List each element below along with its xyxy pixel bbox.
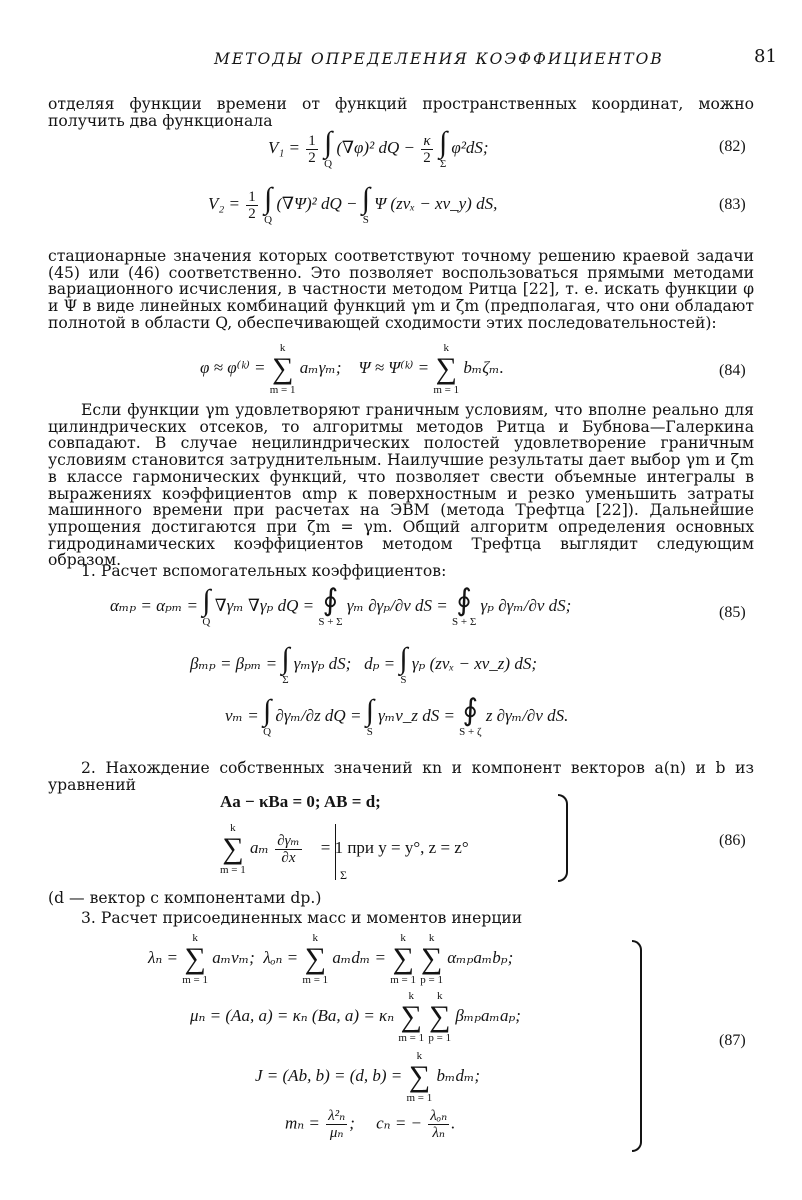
step-3: 3. Расчет присоединенных масс и моментов инерции — [81, 909, 523, 927]
right-brace — [558, 794, 568, 882]
equation-86: Aa − κBa = 0; AB = d; k ∑ m = 1 aₘ $\frac{\text{∂γₘ}}{\partial x}$ = 1 при y = y°, z = z° Σ (86) — [220, 792, 746, 882]
sum-sign: k ∑ m = 1 — [302, 932, 329, 986]
lambda-mu-fraction: $\frac{\text{λ²ₙ}}{\text{μₙ}}$ — [328, 1108, 346, 1141]
integral-sign: ∫ Σ — [438, 126, 448, 170]
d-vector-note: (d — вектор с компонентами dp.) — [48, 889, 322, 907]
equation-number: (86) — [719, 832, 746, 849]
equation-number: (83) — [719, 196, 746, 213]
eq86-line1: Aa − κBa = 0; AB = d; — [220, 792, 381, 811]
sum-sign: k ∑ m = 1 — [390, 932, 417, 986]
eq83-term2: Ψ (zνₓ − xν_y) dS, — [374, 193, 498, 213]
equation-83 — [0, 180, 802, 240]
equation-82 — [0, 124, 802, 184]
eq82-term1: (∇φ)² dQ − — [336, 137, 415, 157]
equation-number: (85) — [719, 604, 746, 621]
lambda-ratio-fraction: $\frac{\text{λₒₙ}}{\text{λₙ}}$ — [430, 1108, 448, 1141]
partial-fraction: $\frac{\text{∂γₘ}}{\partial x}$ — [277, 832, 300, 866]
sum-sign: k ∑ m = 1 — [398, 990, 425, 1044]
integral-sign: ∫ S — [361, 182, 370, 226]
sum-sign: k ∑ m = 1 — [433, 342, 460, 396]
integral-sign: ∫ Q — [264, 182, 273, 226]
evaluation-bar — [335, 824, 336, 880]
integral-sign: ∫ Q — [324, 126, 333, 170]
eq84-psi: Ψ ≈ Ψ⁽ᵏ⁾ = — [358, 357, 430, 377]
paragraph-trefftz: Если функции γm удовлетворяют граничным условиям, что вполне реально для цилиндрических отсеков, то алгоритмы методов Ритца и Бубнова—Галеркина совпадают. В случае нецилиндрических полостей удовлетворение граничным условиям становится затруднительным. Наилучшие результаты дает выбор γm и ζm в классе гармонических функций, что позволяет свести объемные интегралы в выражениях коэффициентов αmp к поверхностным и резко уменьшить затраты машинного времени при расчетах на ЭВМ (метода Трефтца [22]). Дальнейшие упрощения достигаются при ζm = γm. Общий алгоритм определения основных гидродинамических коэффициентов методом Трефтца выглядит следующим образом. — [48, 401, 754, 570]
equation-number: (84) — [719, 362, 746, 379]
integral-sign: ∫ S — [399, 642, 408, 686]
sum-sign: k ∑ p = 1 — [428, 990, 452, 1044]
contour-integral-sign: ∮ S + Σ — [452, 584, 477, 628]
frac-half: $\frac{1}{2}$ — [308, 132, 316, 166]
page-header — [0, 44, 802, 74]
paragraph-ritz: стационарные значения которых соответствуют точному решению краевой задачи (45) или (46) соответственно. Это позволяет воспользоваться прямыми методами вариационного исчисления, в частности методом Ритца [22], т. е. искать функции φ и Ψ в виде линейных комбинаций функций γm и ζm (предполагая, что они обладают полнотой в области Q, обеспечивающей сходимости этих последовательностей): — [48, 247, 754, 332]
contour-integral-sign: ∮ S + ζ — [459, 694, 482, 738]
paragraph-intro: отделяя функции времени от функций пространственных координат, можно получить два функционала — [48, 95, 754, 130]
sum-sign: k ∑ p = 1 — [420, 932, 443, 986]
eq84-psi-term: bₘζₘ. — [463, 357, 504, 377]
step-1: 1. Расчет вспомогательных коэффициентов: — [81, 562, 447, 580]
running-title: МЕТОДЫ ОПРЕДЕЛЕНИЯ КОЭФФИЦИЕНТОВ — [214, 50, 664, 68]
eq82-term2: φ²dS; — [451, 137, 489, 157]
sum-sign: k ∑ m = 1 — [220, 822, 246, 876]
frac-kappa: $\frac{\kappa}{2}$ — [423, 132, 431, 166]
equation-84 — [0, 340, 802, 400]
eq86-condition: = 1 при y = y°, z = z° — [320, 837, 469, 857]
equation-number: (87) — [719, 1032, 746, 1049]
frac-half: $\frac{1}{2}$ — [248, 188, 256, 222]
right-brace — [632, 940, 642, 1152]
integral-sign: ∫ Σ — [281, 642, 290, 686]
eq82-lhs: V₁ = — [268, 137, 301, 157]
integral-sign: ∫ S — [365, 694, 374, 738]
eq84-phi: φ ≈ φ⁽ᵏ⁾ = — [200, 357, 266, 377]
eq84-phi-term: aₘγₘ; — [299, 357, 342, 377]
sigma-subscript: Σ — [340, 868, 347, 882]
integral-sign: ∫ Q — [202, 584, 211, 628]
sum-sign: k ∑ m = 1 — [406, 1050, 433, 1104]
eq83-term1: (∇Ψ)² dQ − — [276, 193, 358, 213]
sum-sign: k ∑ m = 1 — [269, 342, 296, 396]
eq83-lhs: V₂ = — [208, 193, 241, 213]
equation-85: αₘₚ = αₚₘ = ∫ Q ∇γₘ ∇γₚ dQ = ∮ S + Σ γₘ ∂γₚ/∂ν dS = ∮ S + Σ γₚ ∂γₘ/∂ν dS; (85) βₘₚ = βₚₘ = ∫ Σ γₘγₚ dS; dₚ = ∫ S γₚ (zνₓ − xν_z) dS; νₘ = ∫ Q ∂γₘ/∂z dQ = ∫ S γₘν_z dS = ∮ S + ζ z ∂γₘ/∂ν dS. — [110, 584, 746, 738]
contour-integral-sign: ∮ S + Σ — [318, 584, 343, 628]
step-2: 2. Нахождение собственных значений κn и компонент векторов a(n) и b из уравнений — [48, 759, 754, 794]
sum-sign: k ∑ m = 1 — [182, 932, 208, 986]
equation-number: (82) — [719, 138, 746, 155]
equation-87: λₙ = k ∑ m = 1 aₘνₘ; λₒₙ = k ∑ m = 1 aₘdₘ = k ∑ m = 1 k ∑ p = 1 αₘₚaₘbₚ; μₙ = (Aa, a) = κₙ (Ba, a) = κₙ k ∑ m = 1 k ∑ p = 1 βₘₚaₘaₚ; J = (Ab, b) = (d, b) = k ∑ m = 1 bₘdₘ; mₙ = $\frac{\text{λ²ₙ}}{\text{μₙ}}$ ; cₙ = − $\frac{\text{λₒₙ}}{\text{λₙ}}$ . (87) — [0, 932, 802, 1172]
page-number: 81 — [754, 46, 777, 67]
integral-sign: ∫ Q — [262, 694, 272, 738]
